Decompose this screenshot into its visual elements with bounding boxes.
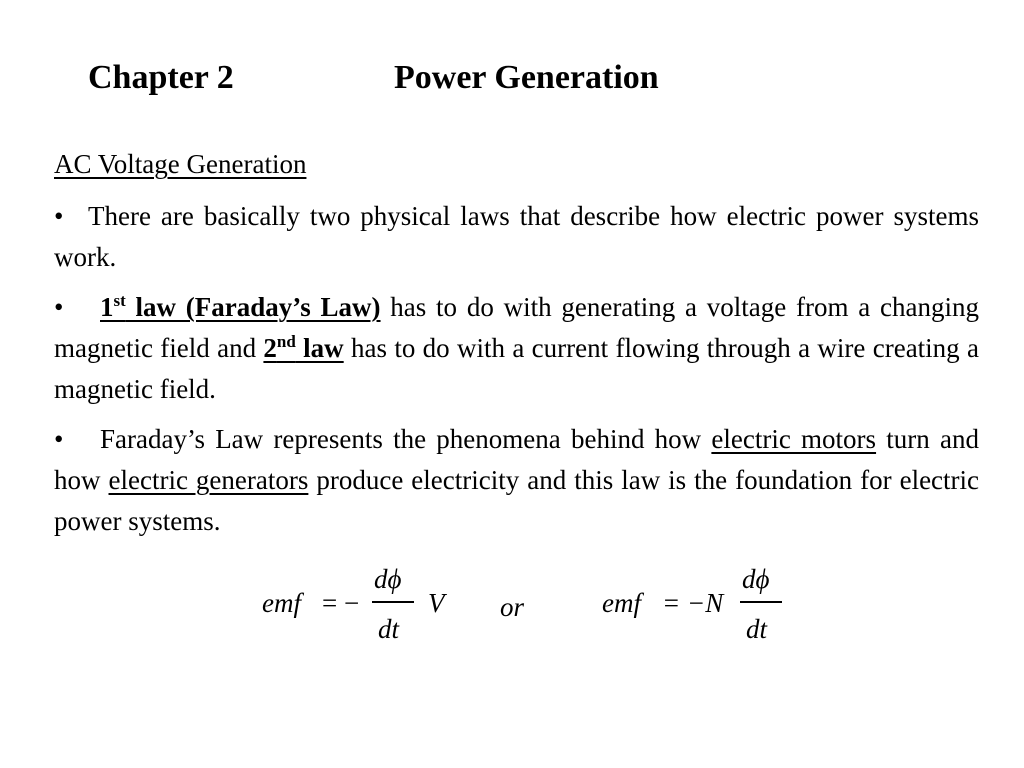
unit-v: V [428,588,445,618]
electric-generators-term: electric generators [108,465,309,495]
bullet-paragraph-2 [54,287,979,410]
bullet-paragraph-1 [54,196,979,278]
bullet-1-text: There are basically two physical laws that describe how electric power systems work. [54,201,979,272]
or-word: or [500,592,525,622]
bullet-3-c: produce electricity and this law is the foundation for electric power systems. [54,465,980,536]
bullet-3-a: Faraday’s Law represents the phenomena behind how [100,424,712,454]
fraction-bar-1 [372,601,414,603]
second-law-term: 2nd law [263,332,344,363]
emf-equation [0,560,1024,660]
section-heading: AC Voltage Generation [54,149,307,179]
denominator-1: dt [378,614,400,644]
bullet-3-b: turn and how [54,424,979,495]
denominator-2: dt [746,614,768,644]
bullet-2-end: has to do with a current flowing through a wire creating a magnetic field. [54,333,979,404]
bullet-icon: • [54,292,64,322]
chapter-label: Chapter 2 [88,59,234,96]
bullet-icon: • [54,201,64,231]
bullet-icon: • [54,424,64,454]
equals-minus-1: = − [322,588,360,618]
chapter-topic: Power Generation [394,59,659,96]
bullet-paragraph-3 [54,419,979,542]
emf-lhs-2: emf [602,588,641,618]
electric-motors-term: electric motors [711,424,877,454]
equals-minus-n-2: = −N [662,588,724,618]
numerator-2: dϕ [742,564,770,594]
bullet-2-mid: has to do with generating a voltage from a changing magnetic field and [54,292,979,363]
emf-lhs-1: emf [262,588,301,618]
slide-title [88,58,659,98]
slide-body [54,196,979,551]
fraction-bar-2 [740,601,782,603]
numerator-1: dϕ [374,564,402,594]
first-law-term: 1st law (Faraday’s Law) [100,291,381,322]
